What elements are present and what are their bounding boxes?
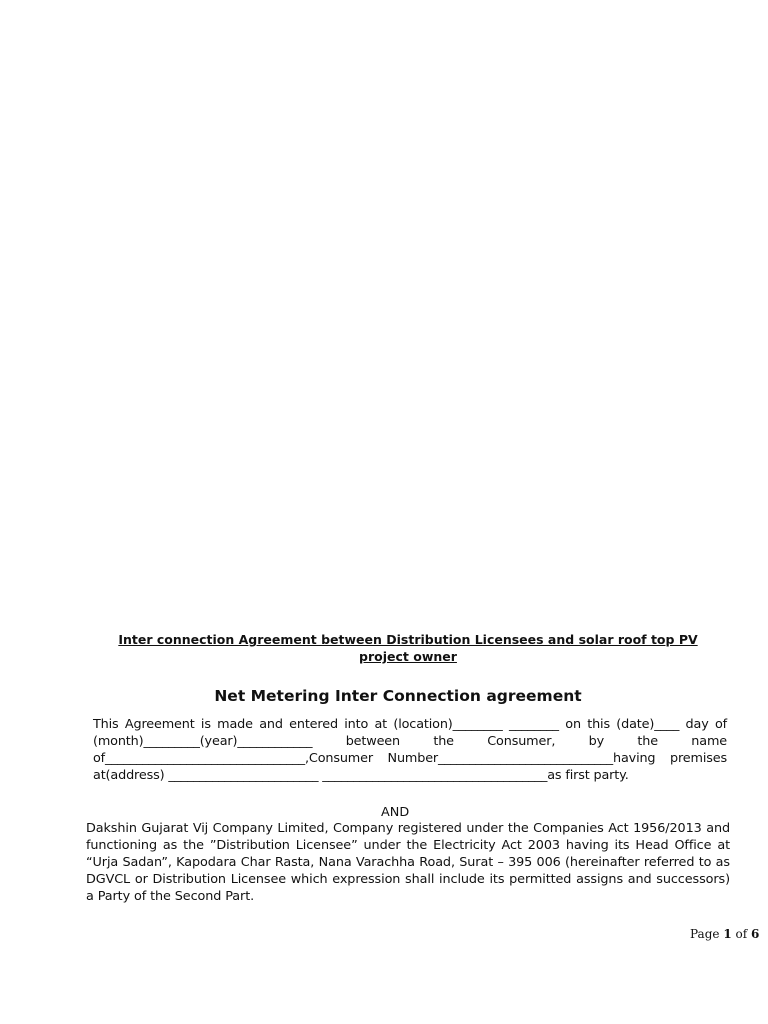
page-number-footer: [690, 927, 759, 941]
document-title: Net Metering Inter Connection agreement: [214, 687, 582, 705]
first-party-paragraph: This Agreement is made and entered into at (location)________ ________ on this (date)____ day of (month)_________(year)____________ between the Consumer, by the name of________________________________,Consumer Number____________________________having premises at(address) ________________________ ____________________________________as first party.: [93, 717, 727, 783]
page-label: Page: [690, 927, 720, 941]
agreement-heading: [90, 631, 726, 665]
heading-line-2: project owner: [359, 649, 457, 664]
and-separator: AND: [381, 805, 410, 820]
of-label: of: [735, 927, 748, 941]
current-page-number: 1: [723, 927, 732, 941]
total-pages-number: 6: [751, 927, 760, 941]
second-party-paragraph: Dakshin Gujarat Vij Company Limited, Company registered under the Companies Act 1956/2013 and functioning as the ”Distribution Licensee” under the Electricity Act 2003 having its Head Office at “Urja Sadan”, Kapodara Char Rasta, Nana Varachha Road, Surat – 395 006 (hereinafter referred to as DGVCL or Distribution Licensee which expression shall include its permitted assigns and successors) a Party of the Second Part.: [86, 821, 730, 904]
heading-line-1: Inter connection Agreement between Distribution Licensees and solar roof top PV: [118, 632, 698, 647]
